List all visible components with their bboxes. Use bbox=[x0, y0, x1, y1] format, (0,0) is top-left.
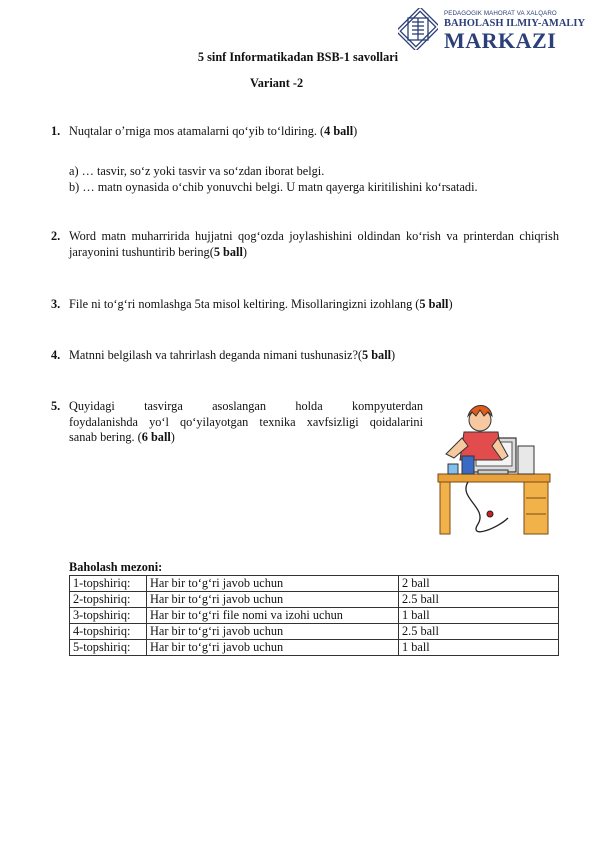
task-cell: 5-topshiriq: bbox=[70, 640, 147, 656]
question-text: Nuqtalar o’rniga mos atamalarni qo‘yib to‘ldiring. (4 ball) bbox=[69, 124, 358, 138]
points-cell: 2 ball bbox=[399, 576, 559, 592]
table-row bbox=[70, 640, 559, 656]
points-cell: 1 ball bbox=[399, 608, 559, 624]
criteria-title: Baholash mezoni: bbox=[69, 560, 163, 574]
question-number: 2. bbox=[51, 229, 61, 243]
child-at-computer-illustration bbox=[428, 398, 556, 538]
points-cell: 2.5 ball bbox=[399, 592, 559, 608]
organization-logo bbox=[398, 8, 584, 54]
question-points: 5 ball bbox=[213, 244, 243, 259]
logo-line-1: PEDAGOGIK MAHORAT VA XALQARO bbox=[444, 10, 557, 17]
question-points: 6 ball bbox=[141, 430, 171, 444]
logo-line-3: MARKAZI bbox=[444, 28, 557, 53]
subitem-a: a) … tasvir, so‘z yoki tasvir va so‘zdan iborat belgi. bbox=[69, 164, 325, 178]
description-cell: Har bir to‘g‘ri javob uchun bbox=[147, 624, 399, 640]
question-number: 4. bbox=[51, 348, 61, 362]
task-cell: 4-topshiriq: bbox=[70, 624, 147, 640]
question-text: Matnni belgilash va tahrirlash deganda nimani tushunasiz?(5 ball) bbox=[69, 348, 396, 362]
points-cell: 1 ball bbox=[399, 640, 559, 656]
table-row bbox=[70, 592, 559, 608]
emblem-icon bbox=[398, 8, 438, 50]
table-row bbox=[70, 624, 559, 640]
description-cell: Har bir to‘g‘ri javob uchun bbox=[147, 640, 399, 656]
criteria-table bbox=[69, 575, 559, 656]
task-cell: 1-topshiriq: bbox=[70, 576, 147, 592]
question-points: 4 ball bbox=[324, 124, 354, 138]
points-cell: 2.5 ball bbox=[399, 624, 559, 640]
question-points: 5 ball bbox=[419, 297, 449, 311]
question-number: 3. bbox=[51, 297, 61, 311]
page-title: 5 sinf Informatikadan BSB-1 savollari bbox=[197, 50, 399, 64]
description-cell: Har bir to‘g‘ri javob uchun bbox=[147, 576, 399, 592]
logo-line-2: BAHOLASH ILMIY-AMALIY bbox=[444, 18, 586, 29]
question-number: 1. bbox=[51, 124, 61, 138]
description-cell: Har bir to‘g‘ri file nomi va izohi uchun bbox=[147, 608, 399, 624]
table-row bbox=[70, 608, 559, 624]
task-cell: 3-topshiriq: bbox=[70, 608, 147, 624]
task-cell: 2-topshiriq: bbox=[70, 592, 147, 608]
variant-label: Variant -2 bbox=[250, 76, 304, 90]
question-text: Quyidagi tasvirga asoslangan holda kompyuterdan foydalanishda yo‘l qo‘yilayotgan texnika xavfsizligi qoidalarini sanab bering. (6 ball) bbox=[69, 399, 423, 444]
question-text: File ni to‘g‘ri nomlashga 5ta misol keltiring. Misollaringizni izohlang (5 ball) bbox=[69, 297, 453, 311]
subitem-b: b) … matn oynasida o‘chib yonuvchi belgi. U matn qayerga kiritilishini ko‘rsatadi. bbox=[69, 180, 478, 194]
description-cell: Har bir to‘g‘ri javob uchun bbox=[147, 592, 399, 608]
table-row bbox=[70, 576, 559, 592]
question-text: Word matn muharririda hujjatni qog‘ozda joylashishini oldindan ko‘rish va printerdan chiqrish jarayonini tushuntirib bering(5 ball) bbox=[69, 229, 559, 259]
question-number: 5. bbox=[51, 399, 61, 413]
question-points: 5 ball bbox=[362, 348, 392, 362]
